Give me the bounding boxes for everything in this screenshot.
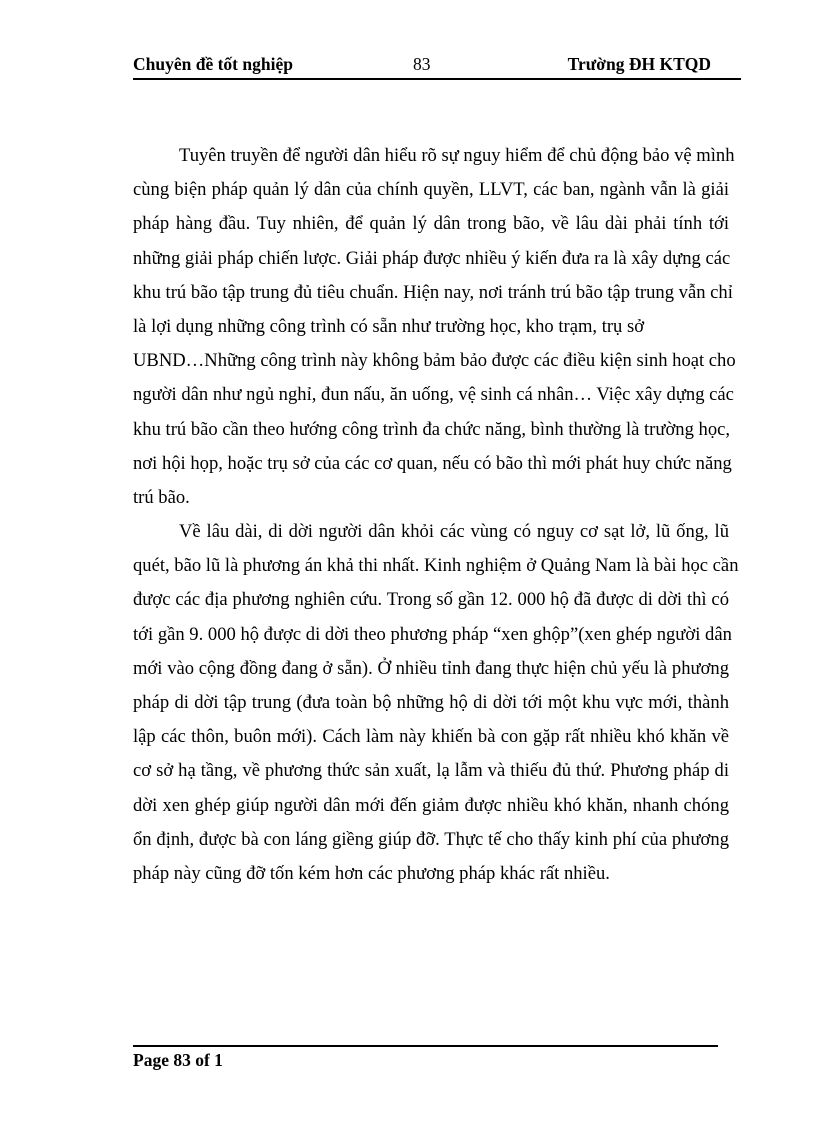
text-line: cùng biện pháp quản lý dân của chính quyền, LLVT, các ban, ngành vẫn là giải	[133, 179, 729, 201]
text-line: Tuyên truyền để người dân hiểu rõ sự nguy hiểm để chủ động bảo vệ mình	[179, 145, 735, 166]
text-line: cơ sở hạ tầng, về phương thức sản xuất, lạ lẫm và thiếu đủ thứ. Phương pháp di	[133, 760, 729, 782]
text-line: Về lâu dài, di dời người dân khỏi các vùng có nguy cơ sạt lở, lũ ống, lũ	[179, 521, 729, 543]
paragraph-2	[133, 515, 739, 891]
body-text	[133, 139, 739, 891]
header-thesis-title: Chuyên đề tốt nghiệp	[133, 54, 293, 74]
text-line: những giải pháp chiến lược. Giải pháp được nhiều ý kiến đưa ra là xây dựng các	[133, 247, 731, 269]
text-line: tới gần 9. 000 hộ được di dời theo phương pháp “xen ghộp”(xen ghép người dân	[133, 623, 732, 645]
paragraph-1	[133, 139, 736, 515]
text-line: pháp hàng đầu. Tuy nhiên, để quản lý dân trong bão, về lâu dài phải tính tới	[133, 213, 729, 235]
footer-divider	[133, 1045, 718, 1047]
text-line: là lợi dụng những công trình có sẵn như trường học, kho trạm, trụ sở	[133, 315, 645, 337]
header-university: Trường ĐH KTQD	[567, 54, 711, 74]
text-line: khu trú bão tập trung đủ tiêu chuẩn. Hiện nay, nơi tránh trú bão tập trung vẫn chỉ	[133, 281, 733, 303]
page-footer: Page 83 of 1	[133, 1050, 223, 1070]
text-line: mới vào cộng đồng đang ở sẵn). Ở nhiều tỉnh đang thực hiện chủ yếu là phương	[133, 657, 729, 679]
text-line: quét, bão lũ là phương án khả thi nhất. Kinh nghiệm ở Quảng Nam là bài học cần	[133, 555, 739, 577]
text-line: người dân như ngủ nghỉ, đun nấu, ăn uống, vệ sinh cá nhân… Việc xây dựng các	[133, 384, 734, 406]
header-page-number: 83	[413, 54, 431, 74]
page-header	[133, 52, 741, 80]
text-line: pháp di dời tập trung (đưa toàn bộ những hộ di dời tới một khu vực mới, thành	[133, 692, 729, 713]
text-line: nơi hội họp, hoặc trụ sở của các cơ quan, nếu có bão thì mới phát huy chức năng	[133, 452, 732, 474]
text-line: khu trú bão cần theo hướng công trình đa chức năng, bình thường là trường học,	[133, 418, 731, 440]
text-line: UBND…Những công trình này không bảm bảo được các điều kiện sinh hoạt cho	[133, 350, 736, 372]
text-line: lập các thôn, buôn mới). Cách làm này khiến bà con gặp rất nhiều khó khăn về	[133, 726, 729, 748]
text-line: trú bão.	[133, 486, 190, 508]
text-line: được các địa phương nghiên cứu. Trong số gần 12. 000 hộ đã được di dời thì có	[133, 589, 729, 611]
text-line: dời xen ghép giúp người dân mới đến giảm được nhiều khó khăn, nhanh chóng	[133, 794, 729, 816]
text-line: ổn định, được bà con láng giềng giúp đỡ. Thực tế cho thấy kinh phí của phương	[133, 828, 729, 850]
text-line: pháp này cũng đỡ tốn kém hơn các phương pháp khác rất nhiều.	[133, 862, 610, 884]
